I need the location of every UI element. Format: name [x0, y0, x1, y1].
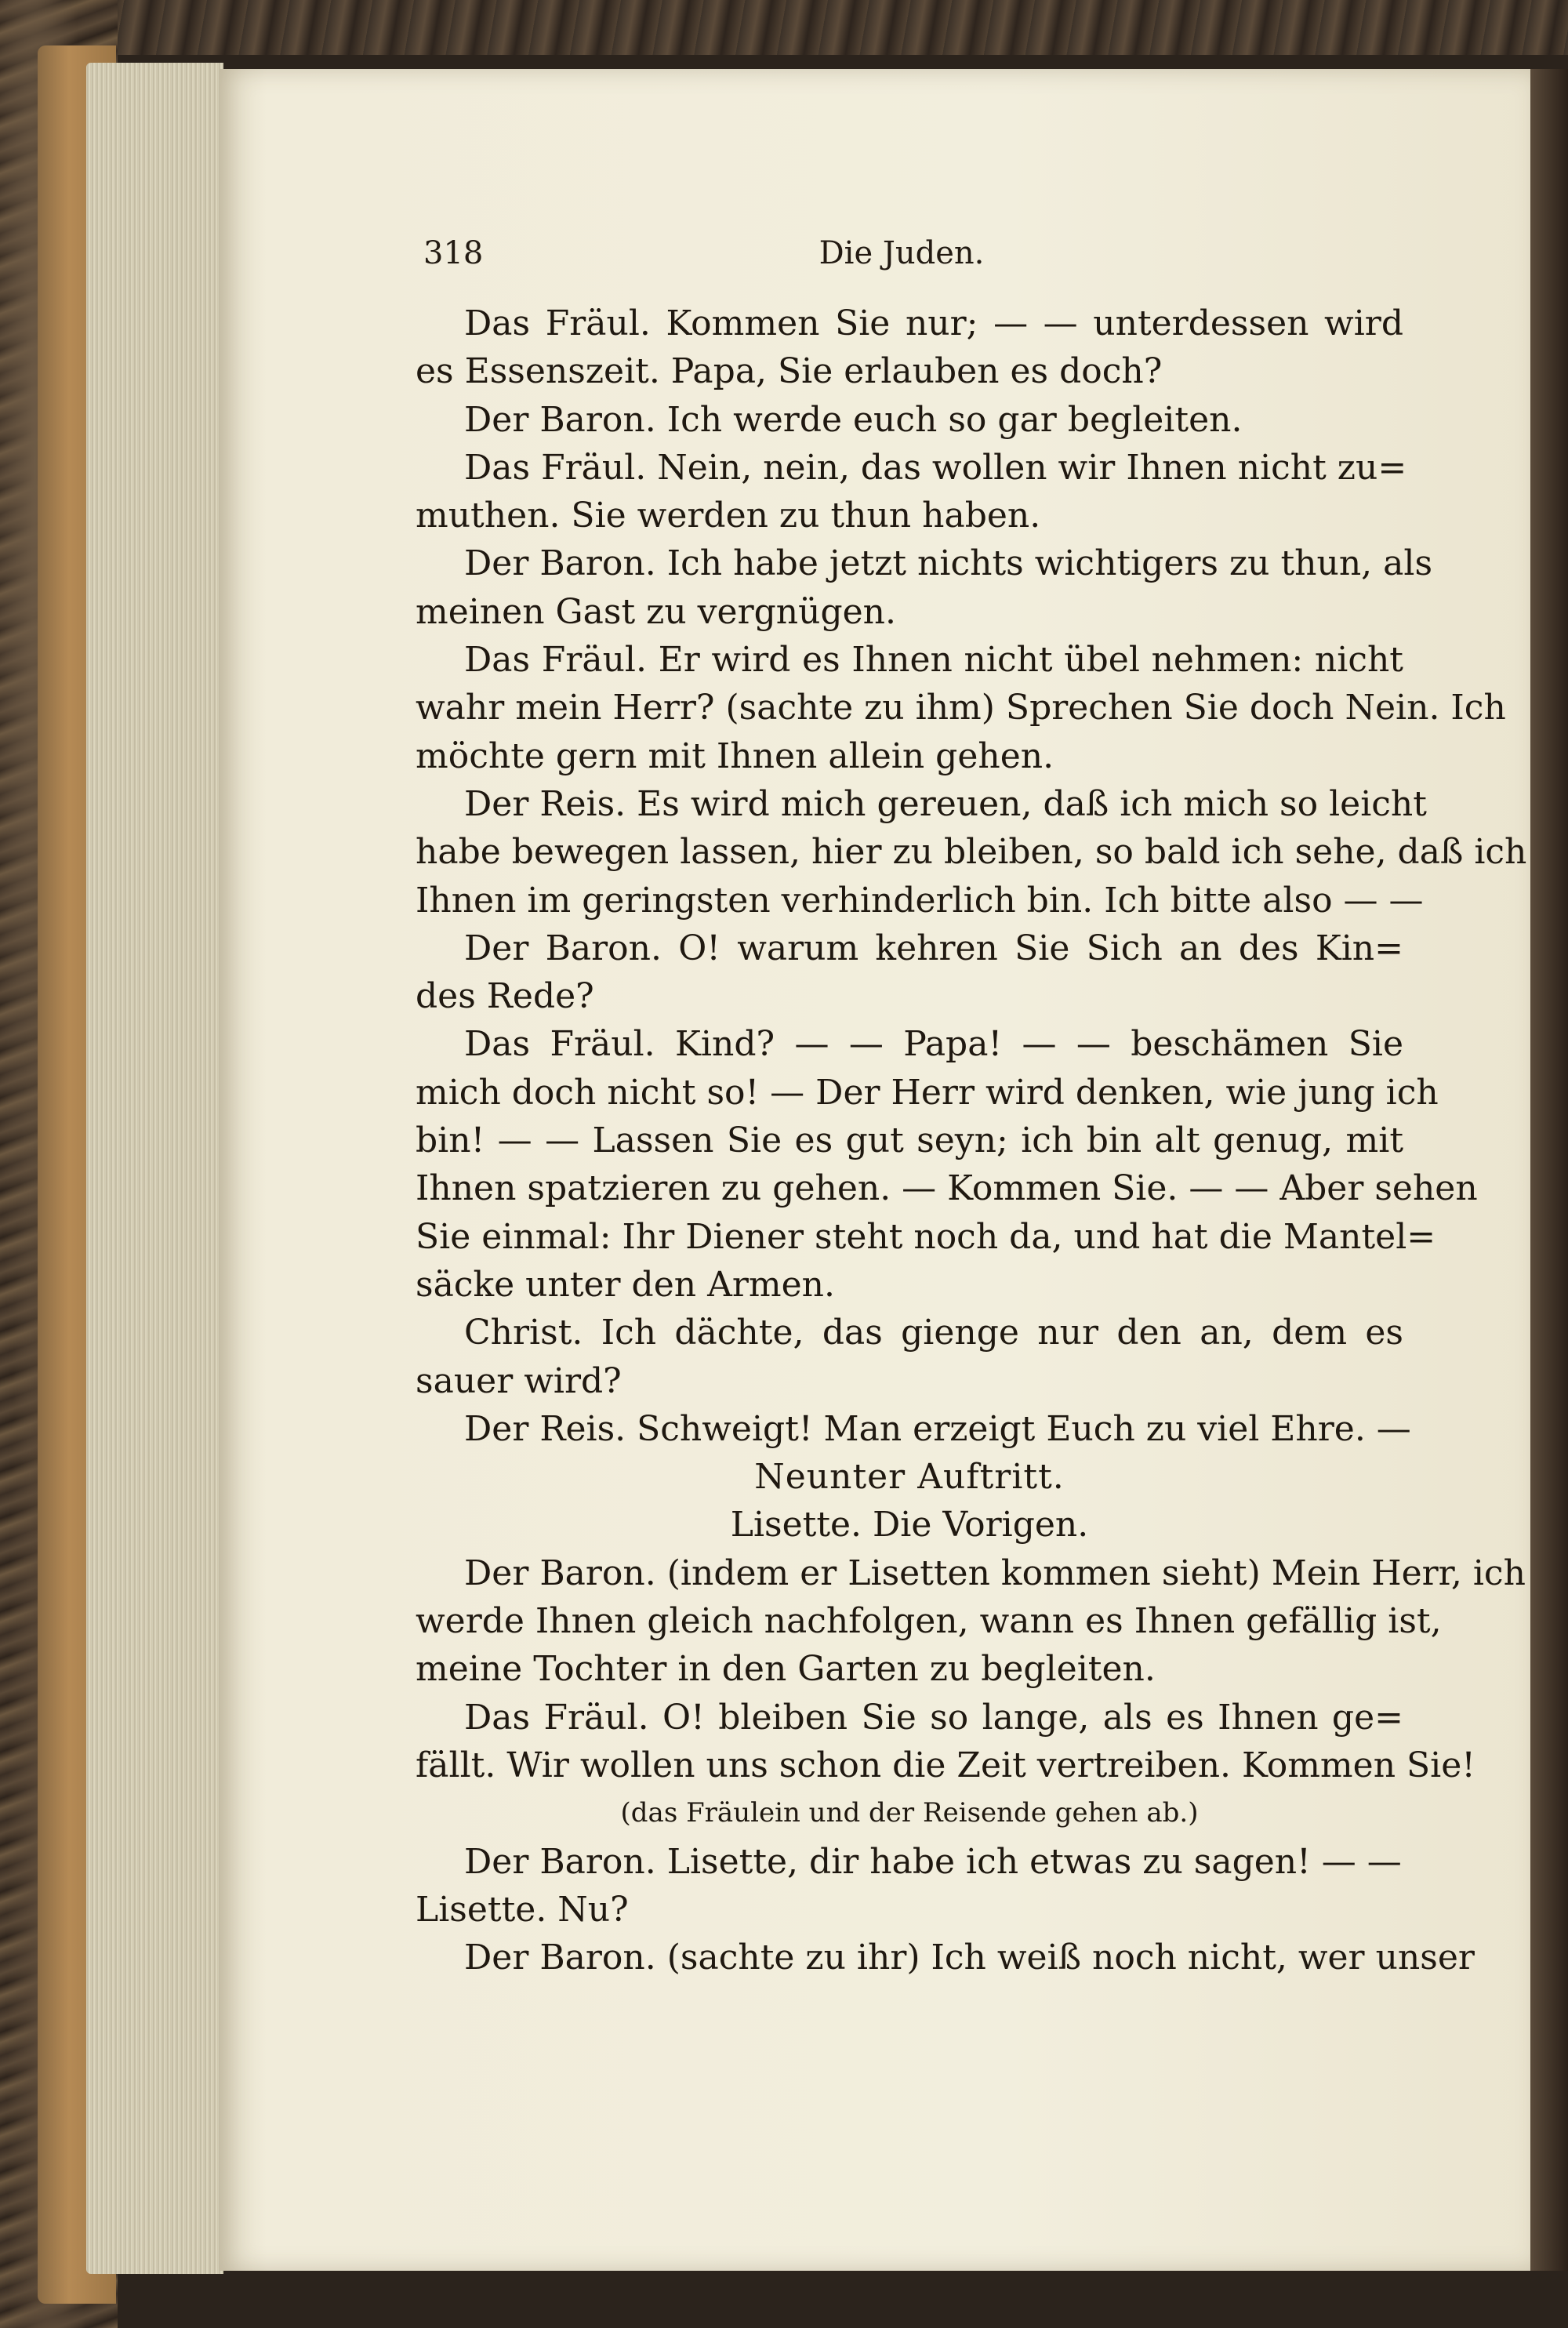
scene-heading: Neunter Auftritt.	[754, 1457, 1065, 1498]
text-line: Der Reis. Es wird mich gereuen, daß ich mich so leicht	[464, 783, 1427, 824]
text-line: Der Baron. Lisette, dir habe ich etwas zu sagen! — —	[464, 1841, 1402, 1882]
text-line: Ihnen spatzieren zu gehen. — Kommen Sie. — — Aber sehen	[416, 1168, 1478, 1209]
text-line: bin! — — Lassen Sie es gut seyn; ich bin alt genug, mit	[416, 1120, 1403, 1161]
running-title: Die Juden.	[818, 235, 985, 271]
text-line: Das Fräul. O! bleiben Sie so lange, als es Ihnen ge=	[464, 1697, 1403, 1738]
text-line: möchte gern mit Ihnen allein gehen.	[416, 735, 1054, 776]
book-cover-top	[0, 0, 1568, 55]
text-line: habe bewegen lassen, hier zu bleiben, so bald ich sehe, daß ich	[416, 832, 1527, 873]
text-line: es Essenszeit. Papa, Sie erlauben es doch?	[416, 351, 1163, 392]
page-edges	[86, 63, 223, 2274]
text-line: meinen Gast zu vergnügen.	[416, 591, 896, 632]
text-line: Der Baron. (sachte zu ihr) Ich weiß noch nicht, wer unser	[464, 1938, 1475, 1978]
page-right-shadow	[1530, 69, 1568, 2271]
text-line: werde Ihnen gleich nachfolgen, wann es Ihnen gefällig ist,	[416, 1601, 1442, 1642]
text-line: Der Baron. Ich habe jetzt nichts wichtigers zu thun, als	[464, 543, 1433, 584]
text-line: meine Tochter in den Garten zu begleiten.	[416, 1649, 1156, 1690]
page-header	[423, 235, 1411, 282]
text-line: des Rede?	[416, 976, 594, 1017]
text-line: Der Reis. Schweigt! Man erzeigt Euch zu viel Ehre. —	[464, 1408, 1411, 1449]
text-line: Das Fräul. Kommen Sie nur; — — unterdessen wird	[464, 303, 1403, 343]
text-line: (das Fräulein und der Reisende gehen ab.)	[620, 1797, 1199, 1829]
text-line: Der Baron. O! warum kehren Sie Sich an des Kin=	[464, 928, 1403, 968]
text-line: Lisette. Die Vorigen.	[730, 1505, 1089, 1545]
text-line: Der Baron. (indem er Lisetten kommen sieht) Mein Herr, ich	[464, 1553, 1526, 1593]
text-line: wahr mein Herr? (sachte zu ihm) Sprechen Sie doch Nein. Ich	[416, 688, 1506, 728]
text-line: Ihnen im geringsten verhinderlich bin. Ich bitte also — —	[416, 880, 1424, 921]
text-line: mich doch nicht so! — Der Herr wird denken, wie jung ich	[416, 1072, 1439, 1113]
text-line: sauer wird?	[416, 1360, 622, 1401]
text-line: Christ. Ich dächte, das gienge nur den an, dem es	[464, 1313, 1403, 1353]
page-text	[416, 300, 1527, 1981]
page-number: 318	[423, 235, 484, 271]
text-line: Das Fräul. Er wird es Ihnen nicht übel nehmen: nicht	[464, 640, 1403, 681]
text-line: muthen. Sie werden zu thun haben.	[416, 496, 1041, 536]
text-line: Sie einmal: Ihr Diener steht noch da, und hat die Mantel=	[416, 1216, 1436, 1257]
text-line: Das Fräul. Kind? — — Papa! — — beschämen Sie	[464, 1024, 1403, 1065]
text-line: Der Baron. Ich werde euch so gar begleiten.	[464, 399, 1243, 440]
text-line: Lisette. Nu?	[416, 1889, 629, 1930]
text-line: fällt. Wir wollen uns schon die Zeit vertreiben. Kommen Sie!	[416, 1745, 1475, 1785]
text-line: säcke unter den Armen.	[416, 1264, 835, 1305]
text-line: Das Fräul. Nein, nein, das wollen wir Ihnen nicht zu=	[464, 447, 1407, 488]
